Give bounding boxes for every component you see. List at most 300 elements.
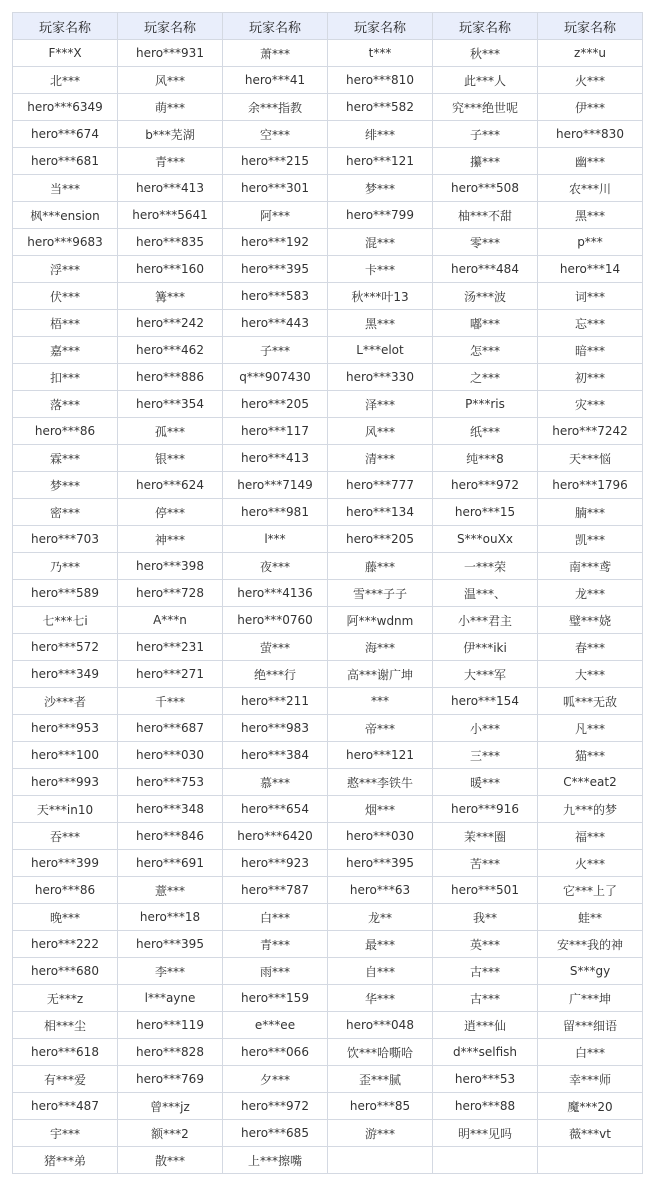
player-name-cell: 海*** [328,634,433,661]
player-name-cell: 青*** [223,931,328,958]
player-name-cell: hero***6349 [13,94,118,121]
player-name-cell: 宇*** [13,1120,118,1147]
player-name-cell: 苦*** [433,850,538,877]
player-name-cell: hero***728 [118,580,223,607]
player-name-cell: hero***413 [223,445,328,472]
player-name-cell: 子*** [223,337,328,364]
player-name-cell: hero***231 [118,634,223,661]
player-name-cell: hero***398 [118,553,223,580]
player-name-cell: 明***见吗 [433,1120,538,1147]
table-row [13,67,643,94]
player-name-cell: hero***462 [118,337,223,364]
player-name-cell: 柚***不甜 [433,202,538,229]
player-name-cell: hero***835 [118,229,223,256]
player-name-cell: 春*** [538,634,643,661]
player-name-cell: 萌*** [118,94,223,121]
player-name-cell: hero***354 [118,391,223,418]
player-name-cell: hero***846 [118,823,223,850]
player-name-cell: 伏*** [13,283,118,310]
player-name-cell: 停*** [118,499,223,526]
player-name-cell: hero***330 [328,364,433,391]
player-name-cell: hero***777 [328,472,433,499]
player-name-cell: 浮*** [13,256,118,283]
player-name-cell: 乃*** [13,553,118,580]
player-name-cell: hero***134 [328,499,433,526]
player-name-cell: hero***160 [118,256,223,283]
table-row [13,553,643,580]
player-name-cell: hero***687 [118,715,223,742]
table-row [13,310,643,337]
player-name-cell: hero***983 [223,715,328,742]
player-name-cell: hero***100 [13,742,118,769]
player-name-cell: d***selfish [433,1039,538,1066]
player-name-cell: *** [328,688,433,715]
player-name-cell: 神*** [118,526,223,553]
player-name-cell: hero***030 [118,742,223,769]
player-name-cell: hero***211 [223,688,328,715]
player-name-cell: 凯*** [538,526,643,553]
player-name-cell: 卡*** [328,256,433,283]
player-name-cell: l***ayne [118,985,223,1012]
player-name-cell: 农***川 [538,175,643,202]
player-name-cell: 火*** [538,850,643,877]
player-name-cell: hero***981 [223,499,328,526]
player-name-cell: 子*** [433,121,538,148]
player-name-cell: hero***830 [538,121,643,148]
table-row [13,391,643,418]
player-name-cell: 蛙** [538,904,643,931]
table-row [13,337,643,364]
player-name-cell: 灾*** [538,391,643,418]
table-row [13,256,643,283]
player-name-cell: hero***86 [13,418,118,445]
table-row [13,229,643,256]
player-name-cell: 落*** [13,391,118,418]
table-row [13,526,643,553]
player-name-cell: 藤*** [328,553,433,580]
player-name-cell: p*** [538,229,643,256]
player-name-cell: hero***810 [328,67,433,94]
player-name-cell: 华*** [328,985,433,1012]
player-name-cell: 夕*** [223,1066,328,1093]
player-name-cell: hero***484 [433,256,538,283]
table-row [13,769,643,796]
player-name-cell: hero***215 [223,148,328,175]
table-row [13,715,643,742]
player-name-cell: hero***205 [328,526,433,553]
player-name-cell: 吞*** [13,823,118,850]
table-row [13,445,643,472]
player-name-cell: 梦*** [13,472,118,499]
player-name-cell: 李*** [118,958,223,985]
table-row [13,931,643,958]
player-name-cell: 青*** [118,148,223,175]
player-name-cell: hero***154 [433,688,538,715]
player-name-cell: 伊*** [538,94,643,121]
player-name-cell: 烟*** [328,796,433,823]
table-header [13,13,643,40]
player-name-cell: hero***205 [223,391,328,418]
player-name-cell: 游*** [328,1120,433,1147]
player-name-cell: 忘*** [538,310,643,337]
player-name-cell: 究***绝世呢 [433,94,538,121]
player-name-cell: 腩*** [538,499,643,526]
table-row [13,634,643,661]
player-name-cell: 此***人 [433,67,538,94]
player-name-cell: A***n [118,607,223,634]
player-name-cell: 英*** [433,931,538,958]
player-name-cell: hero***119 [118,1012,223,1039]
player-name-cell: 饮***哈嘶哈 [328,1039,433,1066]
player-name-cell: hero***753 [118,769,223,796]
player-name-cell: hero***674 [13,121,118,148]
column-header: 玩家名称 [223,13,328,40]
player-name-cell: 福*** [538,823,643,850]
player-name-cell: hero***222 [13,931,118,958]
player-name-cell: hero***691 [118,850,223,877]
column-header: 玩家名称 [118,13,223,40]
table-row [13,985,643,1012]
player-name-cell: 绝***行 [223,661,328,688]
player-name-cell: e***ee [223,1012,328,1039]
empty-cell [328,1147,433,1174]
player-name-cell: 嘉*** [13,337,118,364]
player-name-cell: hero***14 [538,256,643,283]
table-row [13,364,643,391]
player-name-cell: hero***589 [13,580,118,607]
player-name-cell: 幽*** [538,148,643,175]
player-name-cell: hero***159 [223,985,328,1012]
table-row [13,661,643,688]
player-name-cell: 逍***仙 [433,1012,538,1039]
player-name-cell: 萤*** [223,634,328,661]
player-name-cell: hero***572 [13,634,118,661]
player-name-cell: S***ouXx [433,526,538,553]
player-name-cell: 清*** [328,445,433,472]
player-name-cell: 扣*** [13,364,118,391]
player-name-cell: F***X [13,40,118,67]
player-name-cell: 猪***弟 [13,1147,118,1174]
player-name-cell: 有***爱 [13,1066,118,1093]
player-name-cell: 凡*** [538,715,643,742]
player-name-cell: 相***尘 [13,1012,118,1039]
player-name-cell: hero***923 [223,850,328,877]
table-row [13,94,643,121]
table-body [13,40,643,1174]
player-name-cell: 一***荣 [433,553,538,580]
player-name-cell: hero***117 [223,418,328,445]
table-row [13,850,643,877]
player-name-cell: hero***7242 [538,418,643,445]
player-name-cell: 呱***无敌 [538,688,643,715]
table-row [13,1120,643,1147]
player-name-cell: hero***681 [13,148,118,175]
table-row [13,202,643,229]
player-name-cell: 九***的梦 [538,796,643,823]
player-name-cell: 纸*** [433,418,538,445]
player-name-cell: hero***0760 [223,607,328,634]
player-name-cell: hero***624 [118,472,223,499]
table-row [13,796,643,823]
player-name-cell: 绯*** [328,121,433,148]
player-name-cell: hero***953 [13,715,118,742]
player-name-cell: 纯***8 [433,445,538,472]
player-name-cell: hero***703 [13,526,118,553]
table-row [13,823,643,850]
player-name-cell: 黑*** [328,310,433,337]
player-name-cell: 初*** [538,364,643,391]
player-name-cell: 风*** [328,418,433,445]
player-name-cell: 银*** [118,445,223,472]
player-name-cell: 火*** [538,67,643,94]
table-row [13,877,643,904]
player-name-cell: 猫*** [538,742,643,769]
player-name-cell: C***eat2 [538,769,643,796]
player-name-cell: 白*** [538,1039,643,1066]
table-row [13,1039,643,1066]
player-name-cell: 萧*** [223,40,328,67]
player-name-cell: 古*** [433,958,538,985]
player-name-cell: L***elot [328,337,433,364]
player-name-cell: 它***上了 [538,877,643,904]
player-name-cell: 伊***iki [433,634,538,661]
player-name-cell: hero***349 [13,661,118,688]
player-name-cell: 小***君主 [433,607,538,634]
table-row [13,1093,643,1120]
player-name-cell: hero***916 [433,796,538,823]
player-name-cell: 暖*** [433,769,538,796]
player-name-cell: 枫***ension [13,202,118,229]
player-names-table [12,12,643,1174]
player-name-cell: hero***41 [223,67,328,94]
player-name-cell: hero***5641 [118,202,223,229]
table-row [13,121,643,148]
player-name-cell: 混*** [328,229,433,256]
player-name-cell: hero***972 [223,1093,328,1120]
player-name-cell: hero***680 [13,958,118,985]
player-name-cell: 秋*** [433,40,538,67]
player-name-cell: hero***6420 [223,823,328,850]
player-name-cell: 密*** [13,499,118,526]
player-name-cell: 南***鸢 [538,553,643,580]
player-name-cell: 之*** [433,364,538,391]
player-name-cell: 魔***20 [538,1093,643,1120]
player-name-cell: 泽*** [328,391,433,418]
player-name-cell: 留***细语 [538,1012,643,1039]
player-name-cell: P***ris [433,391,538,418]
player-name-cell: 雪***子子 [328,580,433,607]
player-name-cell: 薇***vt [538,1120,643,1147]
player-name-cell: 最*** [328,931,433,958]
empty-cell [433,1147,538,1174]
player-name-cell: 篝*** [118,283,223,310]
player-name-cell: 三*** [433,742,538,769]
player-name-cell: hero***192 [223,229,328,256]
player-name-cell: 嘟*** [433,310,538,337]
player-name-cell: 七***七i [13,607,118,634]
player-name-cell: 怎*** [433,337,538,364]
player-name-cell: 千*** [118,688,223,715]
column-header: 玩家名称 [328,13,433,40]
player-name-cell: 散*** [118,1147,223,1174]
player-name-cell: 攥*** [433,148,538,175]
player-name-cell: hero***769 [118,1066,223,1093]
column-header: 玩家名称 [13,13,118,40]
player-name-cell: hero***583 [223,283,328,310]
player-name-cell: 雨*** [223,958,328,985]
player-name-cell: z***u [538,40,643,67]
player-name-cell: 当*** [13,175,118,202]
player-name-cell: q***907430 [223,364,328,391]
player-name-cell: 沙***者 [13,688,118,715]
table-row [13,904,643,931]
table-row [13,958,643,985]
table-row [13,418,643,445]
player-name-cell: 空*** [223,121,328,148]
table-row [13,1147,643,1174]
player-name-cell: hero***85 [328,1093,433,1120]
player-name-cell: 大*** [538,661,643,688]
player-name-cell: hero***395 [328,850,433,877]
player-name-cell: hero***242 [118,310,223,337]
table-row [13,175,643,202]
player-name-cell: 高***谢广坤 [328,661,433,688]
table-row [13,1012,643,1039]
player-name-cell: hero***993 [13,769,118,796]
player-name-cell: 梧*** [13,310,118,337]
player-name-cell: hero***685 [223,1120,328,1147]
player-name-cell: 零*** [433,229,538,256]
player-name-cell: l*** [223,526,328,553]
player-name-cell: 广***坤 [538,985,643,1012]
player-name-cell: 孤*** [118,418,223,445]
player-name-cell: 我** [433,904,538,931]
player-name-cell: hero***931 [118,40,223,67]
player-name-cell: 龙** [328,904,433,931]
player-name-cell: 温***、 [433,580,538,607]
player-name-cell: 余***指教 [223,94,328,121]
player-name-cell: 天***in10 [13,796,118,823]
player-name-cell: 白*** [223,904,328,931]
player-name-cell: hero***121 [328,742,433,769]
player-name-cell: 曾***jz [118,1093,223,1120]
player-name-cell: hero***399 [13,850,118,877]
player-name-cell: 夜*** [223,553,328,580]
column-header: 玩家名称 [538,13,643,40]
player-name-cell: hero***654 [223,796,328,823]
player-name-cell: hero***787 [223,877,328,904]
player-name-cell: hero***582 [328,94,433,121]
player-name-cell: hero***618 [13,1039,118,1066]
player-name-cell: 秋***叶13 [328,283,433,310]
table-row [13,688,643,715]
table-row [13,40,643,67]
player-name-cell: hero***1796 [538,472,643,499]
player-name-cell: hero***9683 [13,229,118,256]
player-name-cell: 小*** [433,715,538,742]
player-name-cell: hero***972 [433,472,538,499]
player-name-cell: 黑*** [538,202,643,229]
player-name-cell: b***芜湖 [118,121,223,148]
table-row [13,499,643,526]
player-name-cell: hero***4136 [223,580,328,607]
player-name-cell: 晚*** [13,904,118,931]
table-row [13,742,643,769]
player-name-cell: hero***395 [118,931,223,958]
player-name-cell: 词*** [538,283,643,310]
player-name-cell: 古*** [433,985,538,1012]
player-name-cell: 北*** [13,67,118,94]
player-name-cell: hero***53 [433,1066,538,1093]
player-name-cell: hero***030 [328,823,433,850]
player-name-cell: hero***348 [118,796,223,823]
player-name-cell: t*** [328,40,433,67]
player-name-cell: 阿***wdnm [328,607,433,634]
table-row [13,283,643,310]
player-name-cell: 阿*** [223,202,328,229]
table-row [13,148,643,175]
player-name-cell: 自*** [328,958,433,985]
player-name-cell: hero***7149 [223,472,328,499]
player-name-cell: hero***271 [118,661,223,688]
table-row [13,607,643,634]
player-name-cell: 梦*** [328,175,433,202]
player-name-cell: hero***508 [433,175,538,202]
player-name-cell: hero***886 [118,364,223,391]
empty-cell [538,1147,643,1174]
player-name-cell: 幸***师 [538,1066,643,1093]
player-name-cell: hero***86 [13,877,118,904]
player-name-cell: 大***军 [433,661,538,688]
player-name-cell: hero***88 [433,1093,538,1120]
player-name-cell: hero***301 [223,175,328,202]
player-name-cell: 帝*** [328,715,433,742]
table-row [13,472,643,499]
player-name-cell: hero***15 [433,499,538,526]
player-name-cell: hero***501 [433,877,538,904]
player-list [12,12,642,1174]
player-name-cell: 歪***腻 [328,1066,433,1093]
player-name-cell: hero***121 [328,148,433,175]
player-name-cell: hero***395 [223,256,328,283]
player-name-cell: 霖*** [13,445,118,472]
player-name-cell: hero***048 [328,1012,433,1039]
header-row [13,13,643,40]
player-name-cell: hero***443 [223,310,328,337]
player-name-cell: 憨***李铁牛 [328,769,433,796]
table-row [13,580,643,607]
player-name-cell: 薏*** [118,877,223,904]
player-name-cell: hero***384 [223,742,328,769]
player-name-cell: 茉***圈 [433,823,538,850]
player-name-cell: 龙*** [538,580,643,607]
player-name-cell: S***gy [538,958,643,985]
player-name-cell: 风*** [118,67,223,94]
player-name-cell: 璧***娆 [538,607,643,634]
player-name-cell: hero***828 [118,1039,223,1066]
player-name-cell: hero***18 [118,904,223,931]
column-header: 玩家名称 [433,13,538,40]
player-name-cell: 汤***波 [433,283,538,310]
player-name-cell: 暗*** [538,337,643,364]
player-name-cell: 额***2 [118,1120,223,1147]
table-row [13,1066,643,1093]
player-name-cell: 天***悩 [538,445,643,472]
player-name-cell: 上***擦嘴 [223,1147,328,1174]
player-name-cell: hero***63 [328,877,433,904]
player-name-cell: hero***413 [118,175,223,202]
player-name-cell: 慕*** [223,769,328,796]
